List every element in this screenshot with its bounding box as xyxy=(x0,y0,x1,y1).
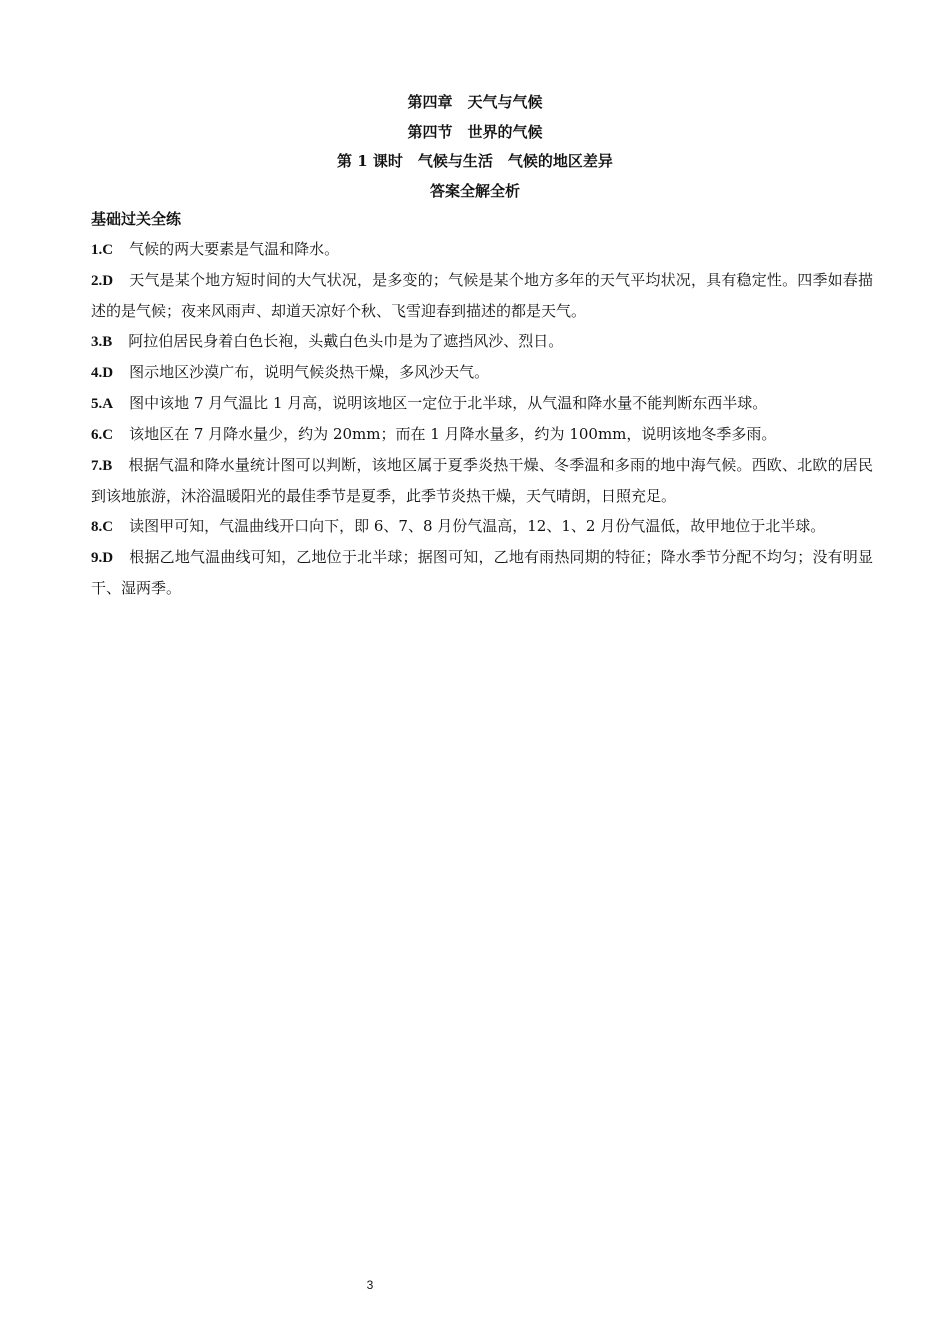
answer-key: .D xyxy=(98,365,114,381)
chapter-title: 第四章 天气与气候 xyxy=(407,93,543,111)
answer-item xyxy=(91,357,873,388)
answer-key: .C xyxy=(98,427,114,443)
answer-key: .D xyxy=(98,550,114,566)
answer-key: .B xyxy=(98,458,113,474)
answer-key: .D xyxy=(98,273,114,289)
section-title: 第四节 世界的气候 xyxy=(407,122,543,141)
answer-explanation: 阿拉伯居民身着白色长袍，头戴白色头巾是为了遮挡风沙、烈日。 xyxy=(128,332,564,350)
answer-number: 6 xyxy=(91,427,99,443)
answer-number: 8 xyxy=(91,519,99,535)
answer-explanation: 天气是某个地方短时间的大气状况，是多变的；气候是某个地方多年的天气平均状况，具有稳定性。四季如春描述的是气候；夜来风雨声、却道天凉好个秋、飞雪迎春到描述的都是天气。 xyxy=(91,271,873,320)
answer-explanation: 读图甲可知，气温曲线开口向下，即 6、7、8 月份气温高，12、1、2 月份气温低，故甲地位于北半球。 xyxy=(129,517,826,535)
answer-explanation: 根据乙地气温曲线可知，乙地位于北半球；据图可知，乙地有雨热同期的特征；降水季节分配不均匀；没有明显干、湿两季。 xyxy=(91,548,873,597)
answer-number: 7 xyxy=(91,458,99,474)
answer-number: 3 xyxy=(91,334,99,350)
answer-explanation: 图示地区沙漠广布，说明气候炎热干燥，多风沙天气。 xyxy=(129,363,490,381)
answer-key: .A xyxy=(98,396,114,412)
answer-item xyxy=(91,450,873,511)
answer-item xyxy=(91,511,873,542)
title-block xyxy=(0,88,950,206)
answer-item xyxy=(91,542,873,603)
answer-number: 1 xyxy=(91,242,99,258)
answer-item xyxy=(91,419,873,450)
answer-number: 2 xyxy=(91,273,99,289)
answer-item xyxy=(91,326,873,357)
answer-key: .C xyxy=(98,519,114,535)
answer-item xyxy=(91,234,873,265)
answer-title: 答案全解全析 xyxy=(429,181,520,200)
page-number: 3 xyxy=(366,1278,374,1292)
answer-explanation: 气候的两大要素是气温和降水。 xyxy=(129,240,340,258)
part-heading: 基础过关全练 xyxy=(91,210,182,228)
answer-key: .B xyxy=(98,334,113,350)
answer-section xyxy=(91,204,873,603)
answer-explanation: 根据气温和降水量统计图可以判断，该地区属于夏季炎热干燥、冬季温和多雨的地中海气候。西欧、北欧的居民到该地旅游，沐浴温暖阳光的最佳季节是夏季，此季节炎热干燥，天气晴朗，日照充足。 xyxy=(91,456,873,505)
answer-number: 4 xyxy=(91,365,99,381)
answer-number: 9 xyxy=(91,550,99,566)
answer-key: .C xyxy=(98,242,114,258)
answer-number: 5 xyxy=(91,396,99,412)
answer-explanation: 该地区在 7 月降水量少，约为 20mm；而在 1 月降水量多，约为 100mm，说明该地冬季多雨。 xyxy=(129,425,777,443)
answer-item xyxy=(91,265,873,326)
answer-explanation: 图中该地 7 月气温比 1 月高，说明该地区一定位于北半球，从气温和降水量不能判断东西半球。 xyxy=(129,394,768,412)
answer-item xyxy=(91,388,873,419)
lesson-title: 第 1 课时 气候与生活 气候的地区差异 xyxy=(337,152,613,170)
